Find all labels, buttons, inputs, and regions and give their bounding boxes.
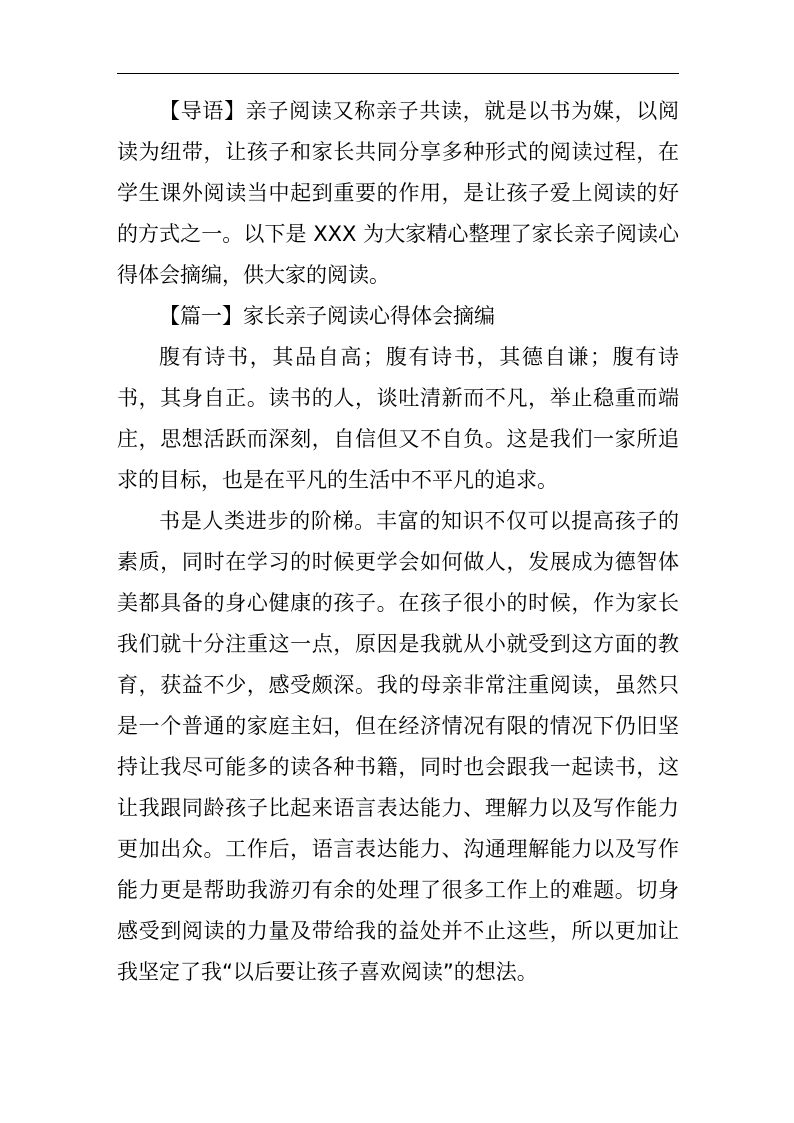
- intro-paragraph: 【导语】亲子阅读又称亲子共读，就是以书为媒，以阅读为纽带，让孩子和家长共同分享多种形式的阅读过程，在学生课外阅读当中起到重要的作用，是让孩子爱上阅读的好的方式之一。以下是 XXX 为大家精心整理了家长亲子阅读心得体会摘编，供大家的阅读。: [117, 99, 679, 287]
- document-body: [117, 91, 679, 993]
- body-paragraph: 腹有诗书，其品自高；腹有诗书，其德自谦；腹有诗书，其身自正。读书的人，谈吐清新而不凡，举止稳重而端庄，思想活跃而深刻，自信但又不自负。这是我们一家所追求的目标，也是在平凡的生活中不平凡的追求。: [117, 345, 679, 492]
- section-heading: 【篇一】家长亲子阅读心得体会摘编: [159, 304, 495, 328]
- header-rule: [117, 73, 679, 74]
- body-paragraph: 书是人类进步的阶梯。丰富的知识不仅可以提高孩子的素质，同时在学习的时候更学会如何做人，发展成为德智体美都具备的身心健康的孩子。在孩子很小的时候，作为家长我们就十分注重这一点，原因是我就从小就受到这方面的教育，获益不少，感受颇深。我的母亲非常注重阅读，虽然只是一个普通的家庭主妇，但在经济情况有限的情况下仍旧坚持让我尽可能多的读各种书籍，同时也会跟我一起读书，这让我跟同龄孩子比起来语言表达能力、理解力以及写作能力更加出众。工作后，语言表达能力、沟通理解能力以及写作能力更是帮助我游刃有余的处理了很多工作上的难题。切身感受到阅读的力量及带给我的益处并不止这些，所以更加让我坚定了我“以后要让孩子喜欢阅读”的想法。: [117, 509, 679, 984]
